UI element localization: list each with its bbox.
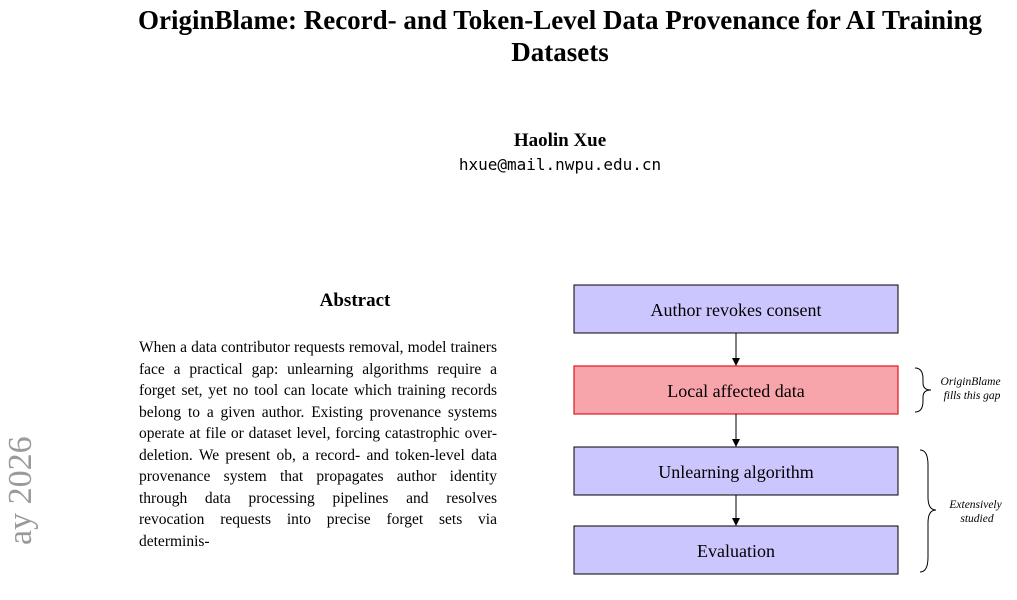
annotation-studied (948, 499, 1004, 525)
annotation-gap-line-2: fills this gap (943, 390, 1001, 402)
box-author-revokes-label: Author revokes consent (650, 300, 822, 320)
annotation-gap (941, 376, 1004, 402)
paper-title: OriginBlame: Record- and Token-Level Data Provenance for AI Training Datasets (137, 5, 982, 67)
pipeline-figure (560, 275, 1017, 585)
box-unlearning-label: Unlearning algorithm (658, 462, 814, 482)
annotation-gap-line-1: OriginBlame (940, 376, 1001, 388)
author-name: Haolin Xue (513, 130, 607, 151)
abstract-heading: Abstract (319, 290, 391, 311)
box-evaluation-label: Evaluation (697, 541, 775, 561)
box-local-affected-label: Local affected data (667, 381, 805, 401)
annotation-studied-line-1: Extensively (949, 499, 1002, 511)
brace-studied (920, 450, 936, 572)
annotation-studied-line-2: studied (960, 513, 994, 525)
abstract-body: When a data contributor requests removal, model trainers face a practical gap: unlearning algorithms require a forget set, yet no tool can locate which training records belong to a given author. Existing provenance systems operate at file or dataset level, forcing catastrophic over-deletion. We present ob, a record- and token-level data provenance system that propagates author identity through data processing pipelines and resolves revocation requests into precise forget sets via determinis- (139, 339, 497, 550)
arxiv-stamp: ay 2026 (2, 436, 39, 545)
author-email: hxue@mail.nwpu.edu.cn (458, 155, 662, 174)
brace-gap (915, 368, 931, 412)
